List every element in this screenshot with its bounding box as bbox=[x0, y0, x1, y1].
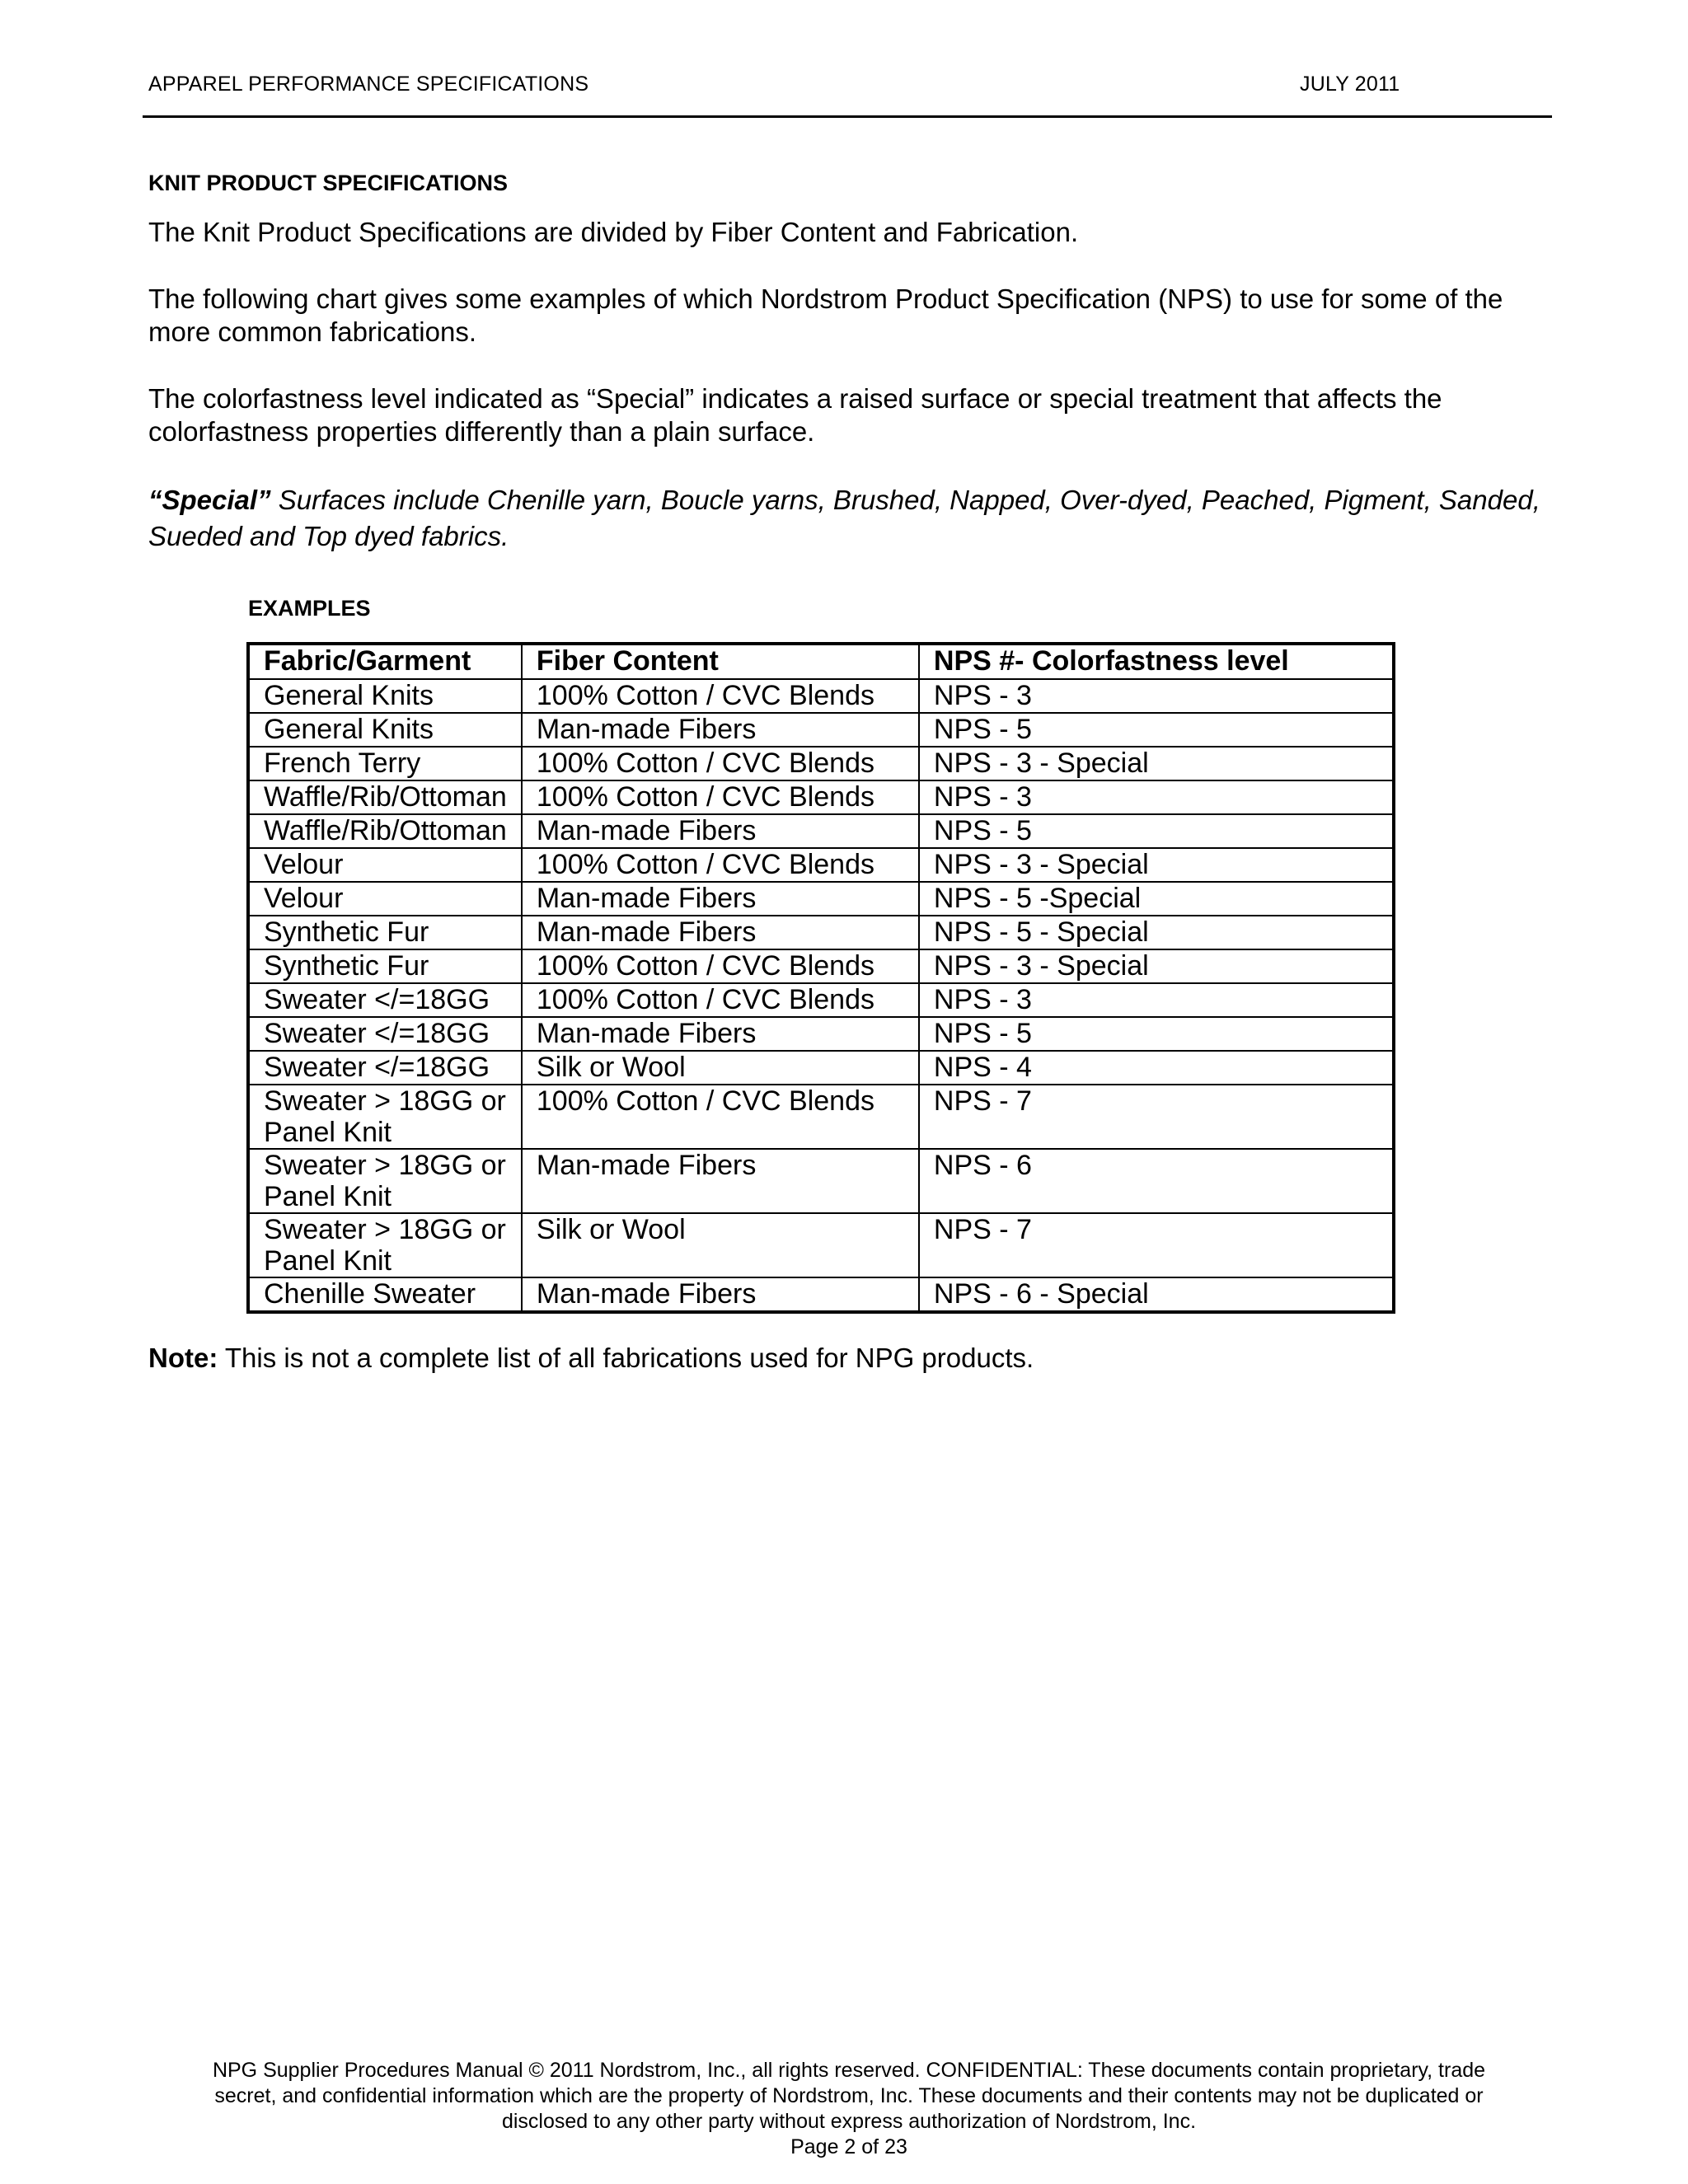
fiber-cell: 100% Cotton / CVC Blends bbox=[522, 679, 919, 713]
fabric-cell: General Knits bbox=[248, 679, 522, 713]
table-row bbox=[248, 1051, 1394, 1085]
header-divider bbox=[143, 115, 1552, 118]
page-footer bbox=[148, 2058, 1550, 2160]
table-row bbox=[248, 983, 1394, 1017]
page-header bbox=[148, 73, 1434, 96]
fiber-cell: Man-made Fibers bbox=[522, 1017, 919, 1051]
fabric-cell: Chenille Sweater bbox=[248, 1277, 522, 1312]
table-row bbox=[248, 916, 1394, 949]
nps-cell: NPS - 5 bbox=[919, 1017, 1394, 1051]
note bbox=[148, 1343, 1034, 1374]
examples-table bbox=[246, 642, 1395, 1314]
table-row bbox=[248, 780, 1394, 814]
fiber-cell: 100% Cotton / CVC Blends bbox=[522, 747, 919, 780]
fiber-cell: Silk or Wool bbox=[522, 1051, 919, 1085]
intro-paragraph: The Knit Product Specifications are divided by Fiber Content and Fabrication. bbox=[148, 217, 1079, 247]
fiber-cell: 100% Cotton / CVC Blends bbox=[522, 949, 919, 983]
table-row bbox=[248, 1085, 1394, 1149]
footer-copyright-line-3: disclosed to any other party without express authorization of Nordstrom, Inc. bbox=[501, 2110, 1197, 2133]
fiber-cell: Silk or Wool bbox=[522, 1213, 919, 1277]
table-row bbox=[248, 1017, 1394, 1051]
nps-cell: NPS - 3 bbox=[919, 679, 1394, 713]
table-row bbox=[248, 1213, 1394, 1277]
table-row bbox=[248, 1149, 1394, 1213]
fabric-cell: Velour bbox=[248, 882, 522, 916]
nps-cell: NPS - 7 bbox=[919, 1085, 1394, 1149]
table-row bbox=[248, 679, 1394, 713]
fabric-cell: Sweater </=18GG bbox=[248, 983, 522, 1017]
fabric-cell: Waffle/Rib/Ottoman bbox=[248, 780, 522, 814]
fabric-cell: Synthetic Fur bbox=[248, 916, 522, 949]
nps-cell: NPS - 3 - Special bbox=[919, 848, 1394, 882]
nps-cell: NPS - 4 bbox=[919, 1051, 1394, 1085]
table-row bbox=[248, 747, 1394, 780]
table-header-row bbox=[248, 644, 1394, 679]
fiber-cell: Man-made Fibers bbox=[522, 814, 919, 848]
column-header-nps: NPS #- Colorfastness level bbox=[919, 644, 1394, 679]
examples-label: EXAMPLES bbox=[248, 596, 371, 621]
fiber-cell: 100% Cotton / CVC Blends bbox=[522, 848, 919, 882]
header-title: APPAREL PERFORMANCE SPECIFICATIONS bbox=[148, 73, 589, 96]
fiber-cell: 100% Cotton / CVC Blends bbox=[522, 983, 919, 1017]
fiber-cell: 100% Cotton / CVC Blends bbox=[522, 1085, 919, 1149]
table-row bbox=[248, 1277, 1394, 1312]
fabric-cell: Waffle/Rib/Ottoman bbox=[248, 814, 522, 848]
colorfastness-paragraph: The colorfastness level indicated as “Special” indicates a raised surface or special treatment that affects the colorfastness properties differently than a plain surface. bbox=[148, 383, 1442, 447]
table-row bbox=[248, 848, 1394, 882]
fabric-cell: General Knits bbox=[248, 713, 522, 747]
fiber-cell: Man-made Fibers bbox=[522, 1149, 919, 1213]
fabric-cell: Sweater > 18GG or Panel Knit bbox=[248, 1149, 522, 1213]
fabric-cell: Sweater </=18GG bbox=[248, 1017, 522, 1051]
section-title: KNIT PRODUCT SPECIFICATIONS bbox=[148, 171, 509, 195]
table-row bbox=[248, 949, 1394, 983]
special-term: “Special” bbox=[148, 485, 271, 515]
nps-cell: NPS - 7 bbox=[919, 1213, 1394, 1277]
fabric-cell: Velour bbox=[248, 848, 522, 882]
nps-cell: NPS - 6 bbox=[919, 1149, 1394, 1213]
table-row bbox=[248, 814, 1394, 848]
footer-copyright-line-2: secret, and confidential information which are the property of Nordstrom, Inc. These documents and their contents may not be duplicated or bbox=[214, 2084, 1484, 2107]
nps-cell: NPS - 5 bbox=[919, 814, 1394, 848]
fabric-cell: French Terry bbox=[248, 747, 522, 780]
nps-cell: NPS - 5 bbox=[919, 713, 1394, 747]
page-number: Page 2 of 23 bbox=[790, 2135, 907, 2158]
fiber-cell: 100% Cotton / CVC Blends bbox=[522, 780, 919, 814]
column-header-fiber: Fiber Content bbox=[522, 644, 919, 679]
column-header-fabric: Fabric/Garment bbox=[248, 644, 522, 679]
footer-copyright-line-1: NPG Supplier Procedures Manual © 2011 Nordstrom, Inc., all rights reserved. CONFIDENTIAL: These documents contain proprietary, trade bbox=[212, 2059, 1486, 2082]
nps-cell: NPS - 6 - Special bbox=[919, 1277, 1394, 1312]
chart-description-paragraph: The following chart gives some examples of which Nordstrom Product Specification (NPS) to use for some of the more common fabrications. bbox=[148, 284, 1503, 347]
nps-cell: NPS - 3 - Special bbox=[919, 747, 1394, 780]
nps-cell: NPS - 3 - Special bbox=[919, 949, 1394, 983]
nps-cell: NPS - 3 bbox=[919, 780, 1394, 814]
table-row bbox=[248, 713, 1394, 747]
nps-cell: NPS - 5 - Special bbox=[919, 916, 1394, 949]
table-row bbox=[248, 882, 1394, 916]
header-date: JULY 2011 bbox=[1300, 73, 1400, 96]
special-surfaces-paragraph bbox=[148, 482, 1550, 555]
fiber-cell: Man-made Fibers bbox=[522, 1277, 919, 1312]
fabric-cell: Synthetic Fur bbox=[248, 949, 522, 983]
nps-cell: NPS - 3 bbox=[919, 983, 1394, 1017]
special-surfaces-text: Surfaces include Chenille yarn, Boucle yarns, Brushed, Napped, Over-dyed, Peached, Pigment, Sanded, Sueded and Top dyed fabrics. bbox=[148, 485, 1540, 551]
fabric-cell: Sweater </=18GG bbox=[248, 1051, 522, 1085]
table-body bbox=[248, 679, 1394, 1312]
note-text: This is not a complete list of all fabrications used for NPG products. bbox=[218, 1343, 1034, 1373]
nps-cell: NPS - 5 -Special bbox=[919, 882, 1394, 916]
fiber-cell: Man-made Fibers bbox=[522, 916, 919, 949]
note-label: Note: bbox=[148, 1343, 218, 1373]
fiber-cell: Man-made Fibers bbox=[522, 713, 919, 747]
fiber-cell: Man-made Fibers bbox=[522, 882, 919, 916]
fabric-cell: Sweater > 18GG or Panel Knit bbox=[248, 1085, 522, 1149]
fabric-cell: Sweater > 18GG or Panel Knit bbox=[248, 1213, 522, 1277]
